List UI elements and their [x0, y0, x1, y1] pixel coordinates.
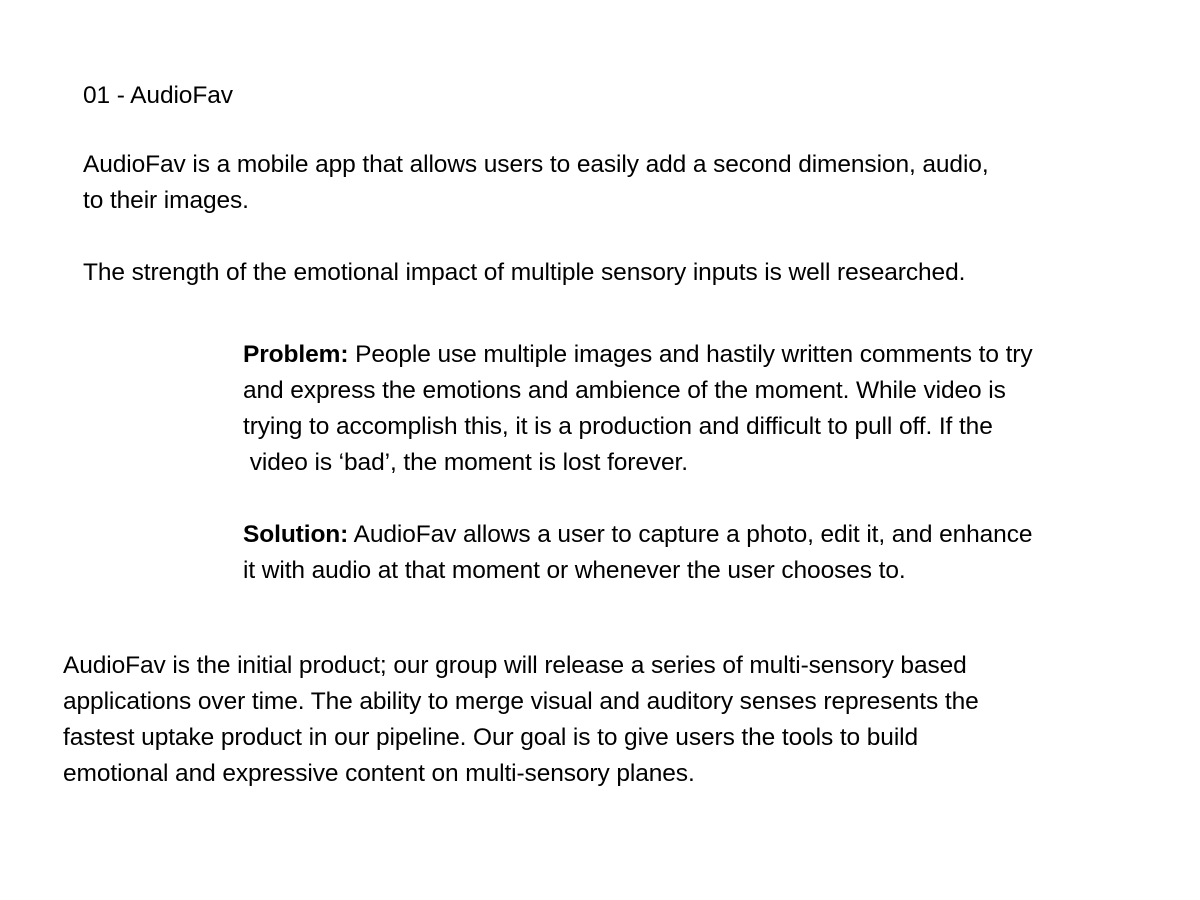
intro-paragraph [83, 147, 989, 219]
problem-line-1-text: People use multiple images and hastily written comments to try [348, 341, 1033, 368]
solution-paragraph [243, 517, 1032, 589]
problem-label: Problem: [243, 341, 349, 368]
intro-line-1: AudioFav is a mobile app that allows users to easily add a second dimension, audio, [83, 151, 989, 178]
slide-title: 01 - AudioFav [83, 82, 233, 109]
problem-paragraph [243, 337, 1032, 481]
conclusion-paragraph [63, 648, 979, 792]
problem-line-4: video is ‘bad’, the moment is lost forever. [243, 449, 688, 476]
solution-label: Solution: [243, 521, 349, 548]
solution-line-1 [243, 517, 1032, 553]
solution-line-2: it with audio at that moment or whenever the user chooses to. [243, 557, 906, 584]
conclusion-line-2: applications over time. The ability to merge visual and auditory senses represents the [63, 688, 979, 715]
problem-line-3: trying to accomplish this, it is a production and difficult to pull off. If the [243, 413, 993, 440]
solution-line-1-text: AudioFav allows a user to capture a photo, edit it, and enhance [348, 521, 1033, 548]
intro-line-2: to their images. [83, 187, 249, 214]
conclusion-line-1: AudioFav is the initial product; our group will release a series of multi-sensory based [63, 652, 967, 679]
problem-line-2: and express the emotions and ambience of the moment. While video is [243, 377, 1006, 404]
problem-line-1 [243, 337, 1032, 373]
conclusion-line-4: emotional and expressive content on multi-sensory planes. [63, 760, 695, 787]
research-statement: The strength of the emotional impact of multiple sensory inputs is well researched. [83, 259, 966, 286]
conclusion-line-3: fastest uptake product in our pipeline. Our goal is to give users the tools to build [63, 724, 919, 751]
